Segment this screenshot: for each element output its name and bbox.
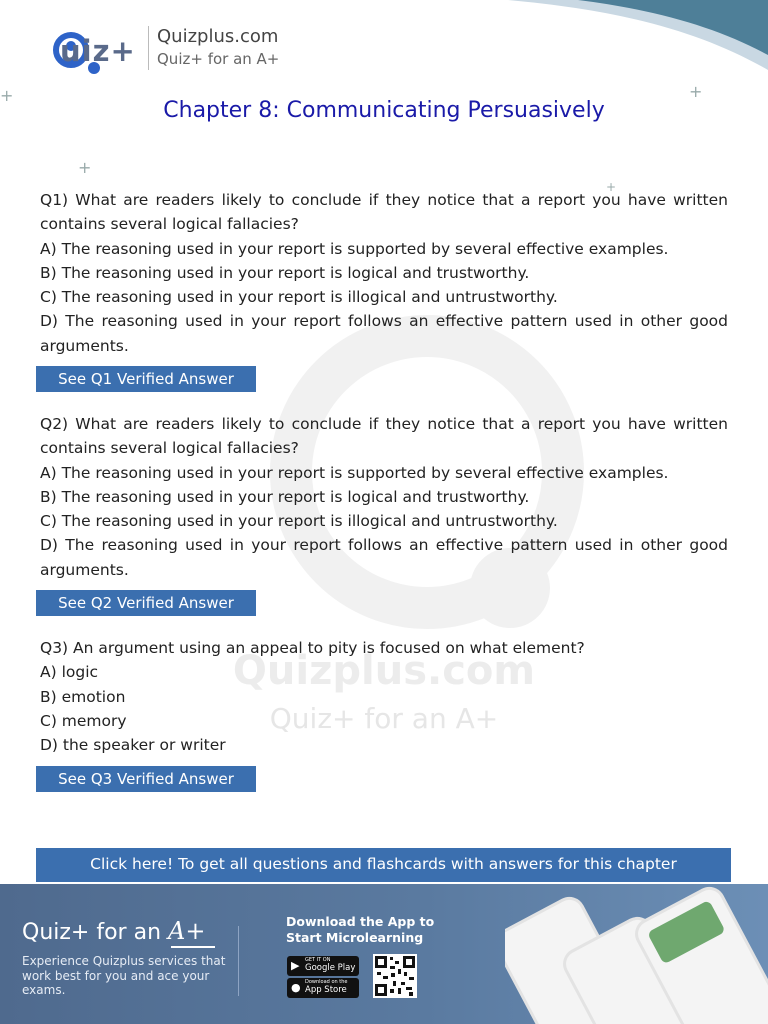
see-q1-answer-button[interactable]: See Q1 Verified Answer xyxy=(36,366,256,392)
download-app-heading: Download the App to Start Microlearning xyxy=(286,914,435,945)
plus-decoration: + xyxy=(78,158,92,177)
google-play-button[interactable] xyxy=(287,956,359,976)
brand-underline xyxy=(171,946,215,948)
option-b: B) The reasoning used in your report is logical and trustworthy. xyxy=(40,487,530,506)
option-d: D) the speaker or writer xyxy=(40,736,226,755)
option-c: C) The reasoning used in your report is illogical and untrustworthy. xyxy=(40,288,558,307)
footer-brand-text: Quiz+ for an xyxy=(22,920,162,945)
plus-decoration: + xyxy=(689,82,703,101)
site-name: Quizplus.com xyxy=(157,26,279,47)
chapter-title: Chapter 8: Communicating Persuasively xyxy=(163,98,605,123)
logo-text: uiz+ xyxy=(60,34,136,68)
google-play-small-text: GET IT ON xyxy=(305,957,331,963)
option-a: A) logic xyxy=(40,663,99,682)
app-store-small-text: Download on the xyxy=(305,979,348,985)
header-swoosh-decoration xyxy=(468,0,768,80)
plus-decoration: + xyxy=(0,86,14,105)
phone-screen-card xyxy=(647,900,726,965)
option-a: A) The reasoning used in your report is supported by several effective examples. xyxy=(40,463,669,482)
question-stem: Q2) What are readers likely to conclude if they notice that a report you have written contains several logical fallacies? xyxy=(40,415,728,458)
get-all-questions-link[interactable]: Click here! To get all questions and flashcards with answers for this chapter xyxy=(36,848,731,882)
option-d: D) The reasoning used in your report follows an effective pattern used in other good arguments. xyxy=(40,536,728,579)
see-q3-answer-button[interactable]: See Q3 Verified Answer xyxy=(36,766,256,792)
apple-icon: ● xyxy=(291,981,301,994)
app-store-button[interactable] xyxy=(287,978,359,998)
question-3 xyxy=(40,636,728,757)
footer-divider xyxy=(238,926,239,996)
app-screenshots xyxy=(505,884,768,1024)
logo-divider xyxy=(148,26,149,70)
google-play-icon: ▶ xyxy=(291,959,300,972)
question-stem: Q1) What are readers likely to conclude if they notice that a report you have written contains several logical fallacies? xyxy=(40,191,728,234)
option-a: A) The reasoning used in your report is supported by several effective examples. xyxy=(40,239,669,258)
app-promo-footer xyxy=(0,884,768,1024)
app-store-label: App Store xyxy=(305,985,347,995)
option-b: B) emotion xyxy=(40,687,126,706)
option-c: C) memory xyxy=(40,711,127,730)
qr-code-icon[interactable] xyxy=(373,954,417,998)
option-b: B) The reasoning used in your report is logical and trustworthy. xyxy=(40,263,530,282)
google-play-label: Google Play xyxy=(305,963,356,973)
watermark-tagline: Quiz+ for an A+ xyxy=(269,702,499,735)
question-1 xyxy=(40,188,728,358)
footer-description: Experience Quizplus services that work best for you and ace your exams. xyxy=(22,954,226,997)
option-d: D) The reasoning used in your report follows an effective pattern used in other good arguments. xyxy=(40,312,728,355)
watermark-site: Quizplus.com xyxy=(232,648,536,694)
see-q2-answer-button[interactable]: See Q2 Verified Answer xyxy=(36,590,256,616)
question-stem: Q3) An argument using an appeal to pity is focused on what element? xyxy=(40,639,585,657)
site-tagline: Quiz+ for an A+ xyxy=(157,50,280,68)
plus-decoration: + xyxy=(606,180,617,194)
footer-brand xyxy=(22,917,205,945)
option-c: C) The reasoning used in your report is illogical and untrustworthy. xyxy=(40,512,558,531)
question-2 xyxy=(40,412,728,582)
footer-brand-aplus: A+ xyxy=(168,917,206,945)
